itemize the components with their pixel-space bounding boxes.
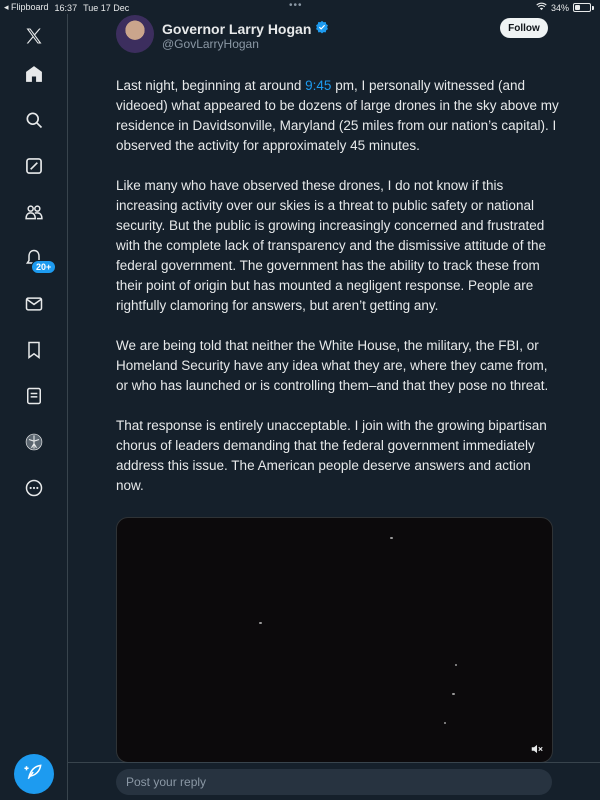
mute-icon[interactable] xyxy=(530,742,544,756)
verified-badge-icon xyxy=(315,20,329,37)
back-to-app-link[interactable]: ◂ Flipboard xyxy=(4,2,49,12)
x-logo-icon[interactable] xyxy=(22,24,46,48)
battery-tip xyxy=(592,6,594,10)
search-icon[interactable] xyxy=(22,108,46,132)
drone-light xyxy=(455,664,457,666)
author-avatar[interactable] xyxy=(116,15,154,53)
bookmarks-icon[interactable] xyxy=(22,338,46,362)
drone-light xyxy=(259,622,262,624)
author-name[interactable]: Governor Larry Hogan xyxy=(162,20,312,37)
tweet-text xyxy=(116,76,560,516)
battery-icon xyxy=(573,3,591,12)
status-bar xyxy=(0,0,600,14)
compose-icon xyxy=(24,762,44,787)
profile-icon[interactable] xyxy=(22,430,46,454)
drone-light xyxy=(444,722,446,724)
lists-icon[interactable] xyxy=(22,384,46,408)
tweet-paragraph: We are being told that neither the White House, the military, the FBI, or Homeland Security have any idea what they are, where they came from, or who has launched or is controlling them–and that they pose no threat. xyxy=(116,338,549,393)
battery-fill xyxy=(575,5,580,10)
drone-light xyxy=(390,537,393,539)
multitask-dots[interactable]: ••• xyxy=(289,0,303,11)
status-left xyxy=(4,2,129,13)
status-date: Tue 17 Dec xyxy=(83,2,130,13)
sidebar-nav xyxy=(0,14,68,800)
battery-percent: 34% xyxy=(550,2,569,13)
compose-button[interactable] xyxy=(14,754,54,794)
tweet-paragraph: Last night, beginning at around 9:45 pm, I personally witnessed (and videoed) what appeared to be dozens of large drones in the sky above my residence in Davidsonville, Maryland (25 miles from our nation’s capital). I observed the activity for approximately 45 minutes. xyxy=(116,78,559,153)
status-time: 16:37 xyxy=(54,2,78,13)
reply-input[interactable] xyxy=(116,769,552,795)
tweet-paragraph: That response is entirely unacceptable. I join with the growing bipartisan chorus of leaders demanding that the federal government immediately address this issue. The American people deserve answers and action now. xyxy=(116,418,547,493)
tweet-video[interactable] xyxy=(116,517,553,763)
time-link[interactable]: 9:45 xyxy=(305,78,332,93)
tweet-paragraph: Like many who have observed these drones, I do not know if this increasing activity over our skies is a threat to public safety or national security. But the public is growing increasingly concerned and frustrated with the complete lack of transparency and the dismissive attitude of the federal government. The government has the ability to track these from their point of origin but has mounted a negligent response. People are rightfully clamoring for answers, but aren’t getting any. xyxy=(116,178,546,313)
more-icon[interactable] xyxy=(22,476,46,500)
home-icon[interactable] xyxy=(22,62,46,86)
reply-bar xyxy=(68,762,600,800)
drone-light xyxy=(452,693,455,695)
notification-badge: 20+ xyxy=(31,260,56,274)
author-name-row[interactable] xyxy=(162,20,329,37)
messages-icon[interactable] xyxy=(22,292,46,316)
status-right xyxy=(536,2,594,13)
author-handle[interactable]: @GovLarryHogan xyxy=(162,37,259,51)
grok-icon[interactable] xyxy=(22,154,46,178)
communities-icon[interactable] xyxy=(22,200,46,224)
follow-button[interactable]: Follow xyxy=(500,18,548,38)
wifi-icon xyxy=(536,2,547,13)
